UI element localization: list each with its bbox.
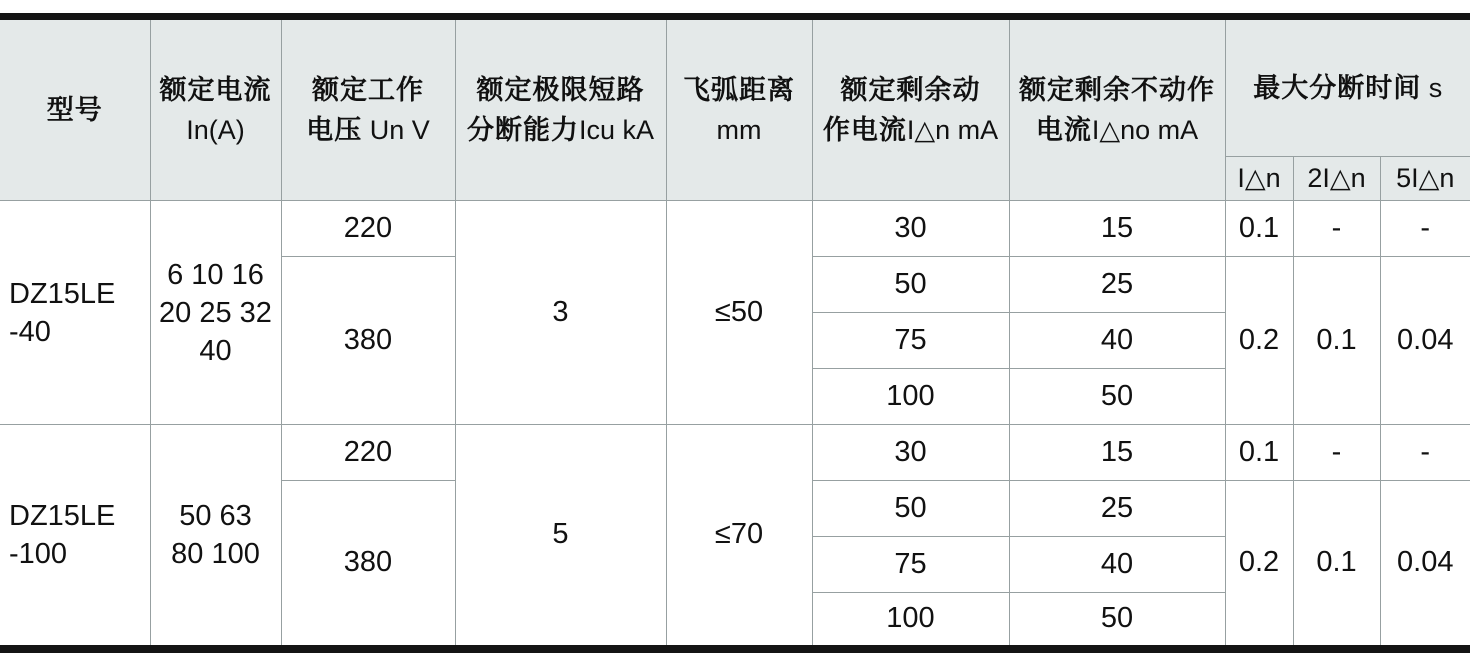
header-arc-distance: [666, 17, 812, 201]
cell-model: [0, 201, 150, 425]
cell-time-5idn: 0.04: [1380, 257, 1470, 425]
cell-voltage-380: 380: [281, 257, 455, 425]
cell-rated-current: [150, 201, 281, 425]
header-breaking-capacity-unit: Icu kA: [578, 115, 655, 145]
cell-residual-non-operating: 50: [1009, 369, 1225, 425]
cell-residual-non-operating: 25: [1009, 481, 1225, 537]
header-voltage-label-2: 电压: [306, 115, 363, 145]
header-line: [667, 110, 812, 150]
header-rated-current: [150, 17, 281, 201]
table-row: [0, 201, 1470, 257]
cell-residual-non-operating: 15: [1009, 201, 1225, 257]
header-rated-current-unit: In(A): [186, 115, 245, 145]
cell-voltage-220: 220: [281, 425, 455, 481]
subheader-5idn: [1380, 157, 1470, 201]
header-voltage: [281, 17, 455, 201]
header-residual-non-operating-unit: I△no mA: [1091, 115, 1199, 145]
table-row: [0, 425, 1470, 481]
cell-icu: 3: [455, 201, 666, 425]
model-line: -40: [9, 315, 51, 348]
header-line: [1226, 68, 1470, 108]
cell-arc-distance: ≤50: [666, 201, 812, 425]
model-line: -100: [9, 537, 68, 570]
header-breaking-capacity-label-2: 分断能力: [466, 115, 579, 145]
cell-time-5idn: -: [1380, 201, 1470, 257]
table-header: [0, 17, 1470, 201]
cell-residual-non-operating: 15: [1009, 425, 1225, 481]
cell-residual-operating: 100: [812, 369, 1009, 425]
cell-arc-distance: ≤70: [666, 425, 812, 649]
cell-residual-operating: 30: [812, 201, 1009, 257]
cell-time-2idn: 0.1: [1293, 481, 1380, 649]
model-line: DZ15LE: [9, 499, 116, 532]
header-max-breaking-time-unit: s: [1421, 73, 1443, 103]
cell-residual-operating: 75: [812, 537, 1009, 593]
subheader-idn: [1225, 157, 1293, 201]
header-row-main: [0, 17, 1470, 157]
header-residual-non-operating-label-2: 电流: [1035, 115, 1092, 145]
cell-voltage-380: 380: [281, 481, 455, 649]
header-max-breaking-time: [1225, 17, 1470, 157]
header-breaking-capacity-label-1: 额定极限短路: [476, 75, 645, 105]
rated-current-line: 6 10 16: [167, 258, 264, 291]
header-max-breaking-time-label: 最大分断时间: [1253, 73, 1422, 103]
header-rated-current-label: 额定电流: [159, 75, 272, 105]
spec-table: [0, 13, 1470, 653]
cell-voltage-220: 220: [281, 201, 455, 257]
cell-time-idn: 0.1: [1225, 201, 1293, 257]
header-voltage-label-1: 额定工作: [312, 75, 424, 105]
cell-time-2idn: 0.1: [1293, 257, 1380, 425]
subheader-2idn: [1293, 157, 1380, 201]
header-voltage-unit: Un V: [362, 115, 430, 145]
cell-residual-non-operating: 50: [1009, 593, 1225, 649]
header-residual-operating-label-1: 额定剩余动: [840, 75, 981, 105]
header-line: [813, 110, 1009, 150]
header-line: [813, 70, 1009, 110]
header-line: [282, 70, 455, 110]
subheader-idn-label: I△n: [1237, 163, 1281, 193]
cell-residual-operating: 50: [812, 481, 1009, 537]
cell-icu: 5: [455, 425, 666, 649]
header-line: [282, 110, 455, 150]
header-residual-non-operating: [1009, 17, 1225, 201]
model-line: DZ15LE: [9, 277, 116, 310]
header-breaking-capacity: [455, 17, 666, 201]
header-residual-operating-label-2: 作电流: [822, 115, 907, 145]
cell-time-2idn: -: [1293, 201, 1380, 257]
table-body: [0, 201, 1470, 649]
header-line: [456, 110, 666, 150]
cell-residual-non-operating: 25: [1009, 257, 1225, 313]
rated-current-line: 50 63: [179, 499, 252, 532]
cell-time-5idn: -: [1380, 425, 1470, 481]
cell-residual-non-operating: 40: [1009, 313, 1225, 369]
cell-model: [0, 425, 150, 649]
cell-rated-current: [150, 425, 281, 649]
header-line: [667, 70, 812, 110]
subheader-5idn-label: 5I△n: [1396, 163, 1455, 193]
header-residual-operating: [812, 17, 1009, 201]
header-line: [151, 70, 281, 110]
header-line: [456, 70, 666, 110]
header-residual-operating-unit: I△n mA: [906, 115, 999, 145]
header-model: [0, 17, 150, 201]
subheader-2idn-label: 2I△n: [1307, 163, 1366, 193]
cell-time-2idn: -: [1293, 425, 1380, 481]
header-arc-distance-unit: mm: [716, 115, 762, 145]
rated-current-line: 40: [199, 334, 232, 367]
header-line: [151, 110, 281, 150]
rated-current-line: 80 100: [171, 537, 260, 570]
cell-time-idn: 0.2: [1225, 257, 1293, 425]
cell-residual-non-operating: 40: [1009, 537, 1225, 593]
header-line: [1010, 70, 1225, 110]
header-model-label: 型号: [46, 95, 103, 125]
header-residual-non-operating-label-1: 额定剩余不动作: [1019, 75, 1215, 105]
cell-time-idn: 0.2: [1225, 481, 1293, 649]
cell-residual-operating: 50: [812, 257, 1009, 313]
header-arc-distance-label: 飞弧距离: [683, 75, 795, 105]
rated-current-line: 20 25 32: [159, 296, 272, 329]
cell-time-5idn: 0.04: [1380, 481, 1470, 649]
cell-time-idn: 0.1: [1225, 425, 1293, 481]
cell-residual-operating: 100: [812, 593, 1009, 649]
header-line: [1010, 110, 1225, 150]
cell-residual-operating: 30: [812, 425, 1009, 481]
header-line: [0, 90, 150, 130]
cell-residual-operating: 75: [812, 313, 1009, 369]
